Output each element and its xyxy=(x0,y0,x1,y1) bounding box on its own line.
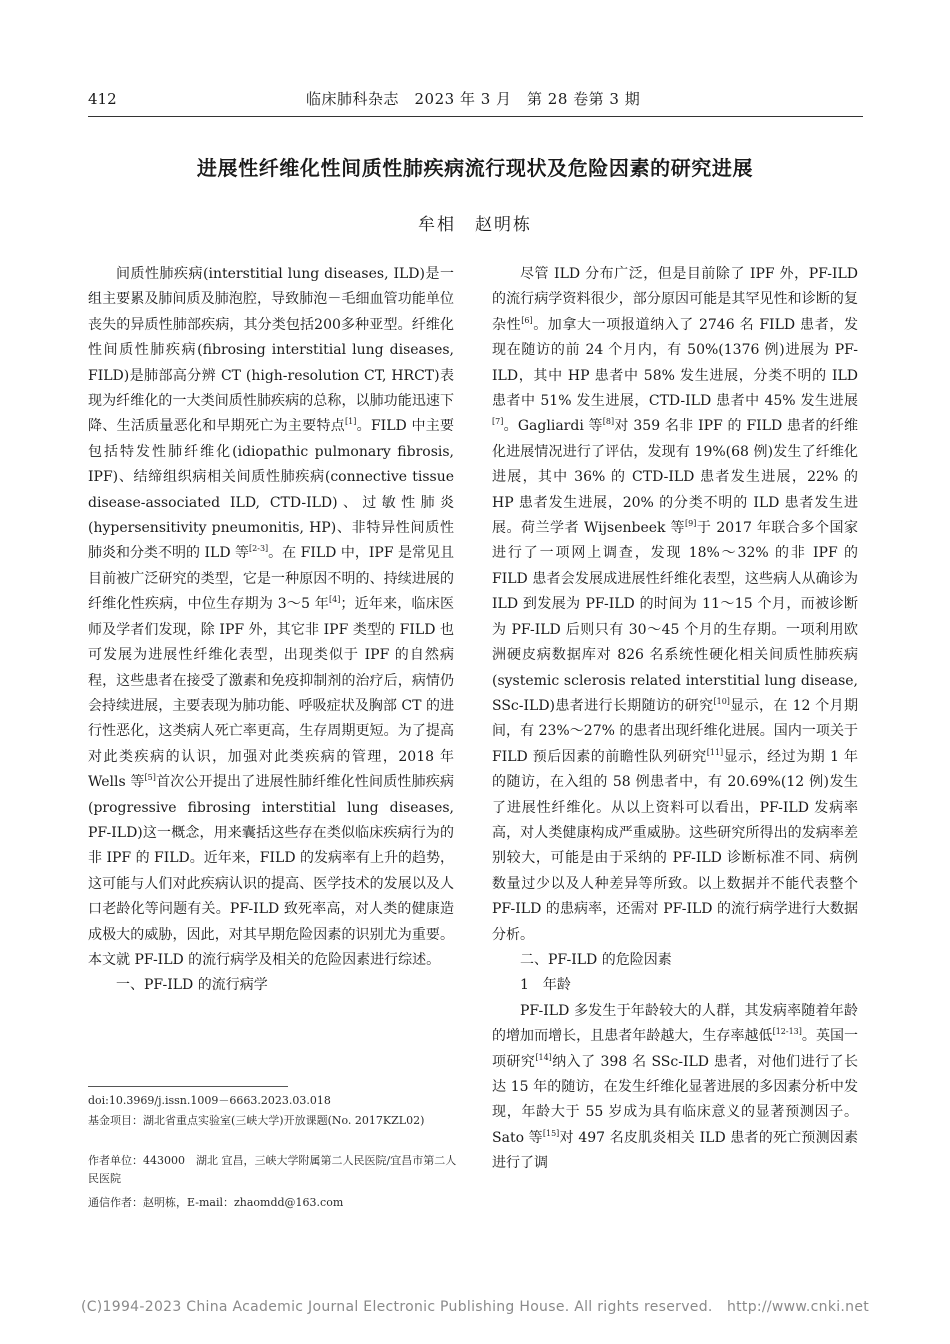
citation[interactable]: [1] xyxy=(345,417,357,427)
subsection-heading-age: 1 年龄 xyxy=(520,977,571,994)
section-heading-epidemiology: 一、PF-ILD 的流行病学 xyxy=(116,977,268,994)
citation[interactable]: [14] xyxy=(535,1052,552,1062)
citation[interactable]: [7] xyxy=(492,417,504,427)
footnote-divider xyxy=(88,1086,288,1087)
footnote-corresponding: 通信作者：赵明栋，E-mail：zhaomdd@163.com xyxy=(88,1196,344,1209)
age-paragraph: PF-ILD 多发生于年龄较大的人群，其发病率随着年龄的增加而增长，且患者年龄越大，生存率越低[12-13]。英国一项研究[14]纳入了 398 名 SSc-ILD 患者，对他们进行了长达 15 年的随访，在发生纤维化显著进展的多因素分析中发现，年龄大于 55 岁成为具有临床意义的显著预测因子。Sato 等[15]对 497 名皮肌炎相关 ILD 患者的死亡预测因素进行了调 xyxy=(492,1002,859,1172)
footnote-doi: doi:10.3969/j.issn.1009－6663.2023.03.018 xyxy=(88,1094,331,1107)
header-divider xyxy=(88,116,863,117)
copyright-watermark: (C)1994-2023 China Academic Journal Electronic Publishing House. All rights reserved. http://www.cnki.net xyxy=(80,1299,870,1315)
citation[interactable]: [6] xyxy=(521,315,533,325)
citation[interactable]: [11] xyxy=(706,747,724,757)
article-authors: 牟相 赵明栋 xyxy=(418,215,532,235)
article-title: 进展性纤维化性间质性肺疾病流行现状及危险因素的研究进展 xyxy=(196,156,754,180)
citation[interactable]: [8] xyxy=(602,417,615,427)
section-heading-risk-factors: 二、PF-ILD 的危险因素 xyxy=(520,951,672,968)
citation[interactable]: [10] xyxy=(713,696,730,706)
right-column xyxy=(492,262,858,1177)
intro-paragraph: 间质性肺疾病(interstitial lung diseases, ILD)是一组主要累及肺间质及肺泡腔，导致肺泡－毛细血管功能单位丧失的异质性肺部疾病，其分类包括200多种亚型。纤维化性间质性肺疾病(fibrosing interstitial lung diseases, FILD)是肺部高分辨 CT (high-resolution CT, HRCT)表现为纤维化的一大类间质性肺疾病的总称，以肺功能迅速下降、生活质量恶化和早期死亡为主要特点[1]。FILD 中主要包括特发性肺纤维化(idiopathic pulmonary fibrosis, IPF)、结缔组织病相关间质性肺疾病(connective tissue disease-associated ILD, CTD-ILD)、过敏性肺炎(hypersensitivity pneumonitis, HP)、非特异性间质性肺炎和分类不明的 ILD 等[2-3]。在 FILD 中，IPF 是常见且目前被广泛研究的类型，它是一种原因不明的、持续进展的纤维化性疾病，中位生存期为 3～5 年[4]；近年来，临床医师及学者们发现，除 IPF 外，其它非 IPF 类型的 FILD 也可发展为进展性纤维化表型，出现类似于 IPF 的自然病程，这些患者在接受了激素和免疫抑制剂的治疗后，病情仍会持续进展，主要表现为肺功能、呼吸症状及胸部 CT 的进行性恶化，这类病人死亡率更高，生存周期更短。为了提高对此类疾病的认识，加强对此类疾病的管理，2018 年 Wells 等[5]首次公开提出了进展性肺纤维化性间质性肺疾病(progressive fibrosing interstitial lung diseases, PF-ILD)这一概念，用来囊括这些存在类似临床疾病行为的非 IPF 的 FILD。近年来，FILD 的发病率有上升的趋势，这可能与人们对此疾病认识的提高、医学技术的发展以及人口老龄化等问题有关。PF-ILD 致死率高，对人类的健康造成极大的威胁，因此，对其早期危险因素的识别尤为重要。本文就 PF-ILD 的流行病学及相关的危险因素进行综述。 xyxy=(88,266,455,968)
footnote-affiliation: 作者单位：443000 湖北 宜昌，三峡大学附属第二人民医院/宜昌市第二人民医院 xyxy=(88,1154,457,1185)
left-column xyxy=(88,262,454,999)
citation[interactable]: [4] xyxy=(329,595,341,605)
journal-info: 临床肺科杂志 2023 年 3 月 第 28 卷第 3 期 xyxy=(306,90,641,108)
running-header xyxy=(88,86,868,116)
epidemiology-paragraph: 尽管 ILD 分布广泛，但是目前除了 IPF 外，PF-ILD 的流行病学资料很少，部分原因可能是其罕见性和诊断的复杂性[6]。加拿大一项报道纳入了 2746 名 FILD 患者，发现在随访的前 24 个月内，有 50%(1376 例)进展为 PF-ILD，其中 HP 患者中 58% 发生进展，分类不明的 ILD 患者中 51% 发生进展，CTD-ILD 患者中 45% 发生进展[7]。Gagliardi 等[8]对 359 名非 IPF 的 FILD 患者的纤维化进展情况进行了评估，发现有 19%(68 例)发生了纤维化进展，其中 36% 的 CTD-ILD 患者发生进展，22% 的 HP 患者发生进展，20% 的分类不明的 ILD 患者发生进展。荷兰学者 Wijsenbeek 等[9]于 2017 年联合多个国家进行了一项网上调查，发现 18%～32% 的非 IPF 的 FILD 患者会发展成进展性纤维化表型，这些病人从确诊为 ILD 到发展为 PF-ILD 的时间为 11～15 个月，而被诊断为 PF-ILD 后则只有 30～45 个月的生存期。一项利用欧洲硬皮病数据库对 826 名系统性硬化相关间质性肺疾病(systemic sclerosis related interstitial lung disease, SSc-ILD)患者进行长期随访的研究[10]显示，在 12 个月期间，有 23%～27% 的患者出现纤维化进展。国内一项关于 FILD 预后因素的前瞻性队列研究[11]显示，经过为期 1 年的随访，在入组的 58 例患者中，有 20.69%(12 例)发生了进展性纤维化。从以上资料可以看出，PF-ILD 发病率高，对人类健康构成严重威胁。这些研究所得出的发病率差别较大，可能是由于采纳的 PF-ILD 诊断标准不同、病例数量过少以及人种差异等所致。以上数据并不能代表整个 PF-ILD 的患病率，还需对 PF-ILD 的流行病学进行大数据分析。 xyxy=(492,266,859,943)
citation[interactable]: [9] xyxy=(684,519,697,529)
page-number: 412 xyxy=(88,90,117,108)
citation[interactable]: [12-13] xyxy=(772,1027,802,1037)
footnote-fund: 基金项目：湖北省重点实验室(三峡大学)开放课题(No. 2017KZL02) xyxy=(88,1114,425,1127)
citation[interactable]: [15] xyxy=(542,1128,560,1138)
citation[interactable]: [2-3] xyxy=(249,544,269,554)
citation[interactable]: [5] xyxy=(144,773,156,783)
